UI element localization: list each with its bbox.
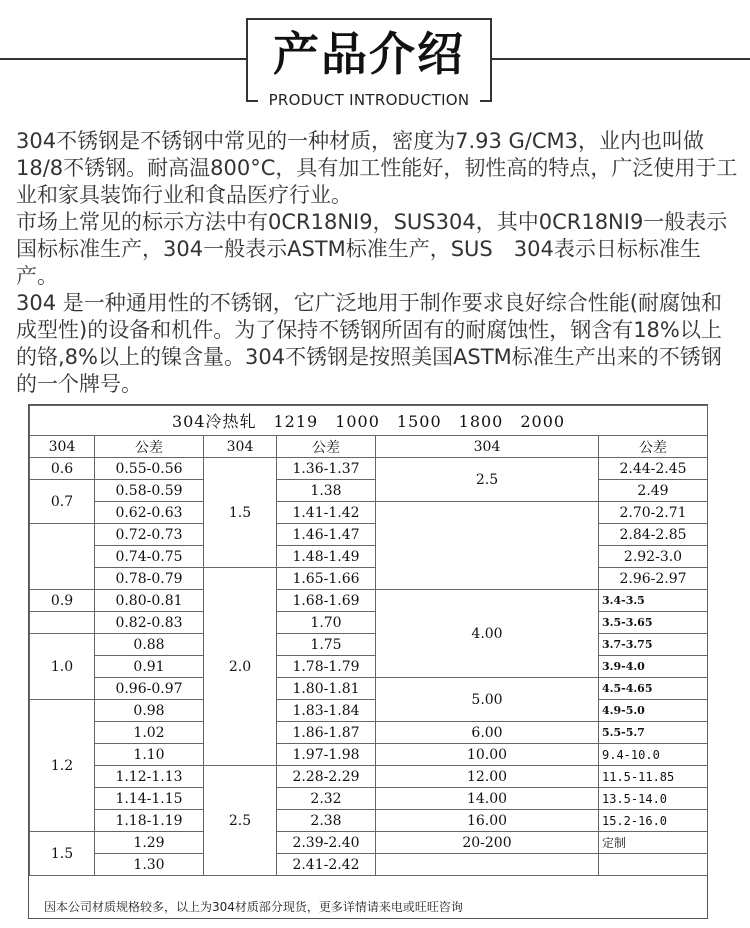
table-cell: 3.4-3.5 bbox=[599, 590, 708, 612]
table-cell: 2.70-2.71 bbox=[599, 502, 708, 524]
table-cell: 1.48-1.49 bbox=[277, 546, 376, 568]
header-frame-bottom-right bbox=[480, 100, 492, 102]
table-row bbox=[30, 656, 708, 678]
table-cell: 1.68-1.69 bbox=[277, 590, 376, 612]
table-cell: 3.7-3.75 bbox=[599, 634, 708, 656]
table-row bbox=[30, 524, 708, 546]
table-row bbox=[30, 568, 708, 590]
table-cell: 1.2 bbox=[30, 700, 95, 832]
table-cell: 1.65-1.66 bbox=[277, 568, 376, 590]
table-cell: 0.82-0.83 bbox=[95, 612, 204, 634]
table-cell: 1.5 bbox=[204, 458, 277, 568]
table-title: 304冷热轧 1219 1000 1500 1800 2000 bbox=[30, 406, 708, 436]
table-cell: 0.72-0.73 bbox=[95, 524, 204, 546]
table-cell: 10.00 bbox=[376, 744, 599, 766]
table-cell: 16.00 bbox=[376, 810, 599, 832]
table-row bbox=[30, 810, 708, 832]
table-cell: 2.5 bbox=[204, 766, 277, 876]
table-cell: 0.78-0.79 bbox=[95, 568, 204, 590]
table-cell: 0.9 bbox=[30, 590, 95, 612]
table-cell bbox=[376, 502, 599, 590]
table-cell: 2.44-2.45 bbox=[599, 458, 708, 480]
table-row bbox=[30, 854, 708, 876]
intro-paragraph-2: 市场上常见的标示方法中有0CR18NI9，SUS304，其中0CR18NI9一般表示国标标准生产，304一般表示ASTM标准生产，SUS 304表示日标标准生产。 bbox=[16, 210, 728, 288]
header-rule-left bbox=[0, 58, 246, 60]
table-row bbox=[30, 700, 708, 722]
table-row bbox=[30, 766, 708, 788]
table-cell: 0.62-0.63 bbox=[95, 502, 204, 524]
table-cell: 2.32 bbox=[277, 788, 376, 810]
table-cell: 1.29 bbox=[95, 832, 204, 854]
table-cell: 1.80-1.81 bbox=[277, 678, 376, 700]
table-cell: 0.7 bbox=[30, 480, 95, 524]
table-cell: 1.5 bbox=[30, 832, 95, 876]
table-cell: 11.5-11.85 bbox=[599, 766, 708, 788]
table-cell: 1.14-1.15 bbox=[95, 788, 204, 810]
table-cell: 1.86-1.87 bbox=[277, 722, 376, 744]
table-cell: 4.9-5.0 bbox=[599, 700, 708, 722]
table-cell: 15.2-16.0 bbox=[599, 810, 708, 832]
table-row bbox=[30, 590, 708, 612]
spec-table bbox=[29, 405, 708, 876]
table-row bbox=[30, 832, 708, 854]
table-cell: 0.6 bbox=[30, 458, 95, 480]
table-cell: 1.38 bbox=[277, 480, 376, 502]
table-cell bbox=[30, 612, 95, 634]
spec-table-frame bbox=[28, 404, 708, 919]
table-cell: 9.4-10.0 bbox=[599, 744, 708, 766]
header-frame-right bbox=[490, 18, 492, 102]
table-cell: 2.38 bbox=[277, 810, 376, 832]
intro-paragraph-1: 304不锈钢是不锈钢中常见的一种材质，密度为7.93 G/CM3，业内也叫做18/8不锈钢。耐高温800°C，具有加工性能好，韧性高的特点，广泛使用于工业和家具装饰行业和食品医疗行业。 bbox=[16, 129, 738, 207]
table-cell: 4.00 bbox=[376, 590, 599, 678]
table-cell: 5.5-5.7 bbox=[599, 722, 708, 744]
table-cell: 定制 bbox=[599, 832, 708, 854]
table-cell: 2.92-3.0 bbox=[599, 546, 708, 568]
table-cell bbox=[599, 854, 708, 876]
table-row bbox=[30, 722, 708, 744]
table-cell: 1.0 bbox=[30, 634, 95, 700]
table-cell bbox=[376, 854, 599, 876]
table-cell: 0.55-0.56 bbox=[95, 458, 204, 480]
table-cell: 0.91 bbox=[95, 656, 204, 678]
table-cell: 4.5-4.65 bbox=[599, 678, 708, 700]
table-header: 公差 bbox=[277, 436, 376, 458]
table-cell: 1.10 bbox=[95, 744, 204, 766]
intro-paragraph-3: 304 是一种通用性的不锈钢，它广泛地用于制作要求良好综合性能(耐腐蚀和成型性)的设备和机件。为了保持不锈钢所固有的耐腐蚀性，钢含有18%以上的铬,8%以上的镍含量。304不锈钢是按照美国ASTM标准生产出来的不锈钢的一个牌号。 bbox=[16, 291, 722, 396]
table-cell: 1.30 bbox=[95, 854, 204, 876]
table-cell: 2.41-2.42 bbox=[277, 854, 376, 876]
footer-note: 因本公司材质规格较多，以上为304材质部分现货，更多详情请来电或旺旺咨询 bbox=[44, 900, 463, 914]
table-cell: 13.5-14.0 bbox=[599, 788, 708, 810]
table-cell: 0.74-0.75 bbox=[95, 546, 204, 568]
table-cell bbox=[30, 524, 95, 590]
table-header-row bbox=[30, 436, 708, 458]
table-cell: 0.88 bbox=[95, 634, 204, 656]
table-cell: 2.28-2.29 bbox=[277, 766, 376, 788]
table-cell: 1.41-1.42 bbox=[277, 502, 376, 524]
table-cell: 1.36-1.37 bbox=[277, 458, 376, 480]
table-cell: 1.97-1.98 bbox=[277, 744, 376, 766]
table-header: 304 bbox=[204, 436, 277, 458]
table-cell: 1.46-1.47 bbox=[277, 524, 376, 546]
table-cell: 2.49 bbox=[599, 480, 708, 502]
table-header: 304 bbox=[376, 436, 599, 458]
table-cell: 2.84-2.85 bbox=[599, 524, 708, 546]
table-cell: 1.78-1.79 bbox=[277, 656, 376, 678]
table-row bbox=[30, 458, 708, 480]
table-cell: 12.00 bbox=[376, 766, 599, 788]
table-cell: 1.83-1.84 bbox=[277, 700, 376, 722]
table-cell: 14.00 bbox=[376, 788, 599, 810]
table-header: 公差 bbox=[599, 436, 708, 458]
table-cell: 2.96-2.97 bbox=[599, 568, 708, 590]
header-frame-bottom-left bbox=[246, 100, 258, 102]
table-row bbox=[30, 502, 708, 524]
table-cell: 1.18-1.19 bbox=[95, 810, 204, 832]
table-row bbox=[30, 788, 708, 810]
table-cell: 1.02 bbox=[95, 722, 204, 744]
page-title: 产品介绍 bbox=[273, 27, 465, 81]
page-subtitle: PRODUCT INTRODUCTION bbox=[258, 89, 480, 111]
table-cell: 1.75 bbox=[277, 634, 376, 656]
table-row bbox=[30, 744, 708, 766]
table-cell: 2.0 bbox=[204, 568, 277, 766]
table-cell: 1.70 bbox=[277, 612, 376, 634]
table-cell: 5.00 bbox=[376, 678, 599, 722]
table-cell: 0.80-0.81 bbox=[95, 590, 204, 612]
table-cell: 0.98 bbox=[95, 700, 204, 722]
table-cell: 0.58-0.59 bbox=[95, 480, 204, 502]
intro-text bbox=[16, 128, 740, 398]
table-row bbox=[30, 480, 708, 502]
table-header: 304 bbox=[30, 436, 95, 458]
table-row bbox=[30, 546, 708, 568]
table-title-row bbox=[30, 406, 708, 436]
table-cell: 2.39-2.40 bbox=[277, 832, 376, 854]
header-rule-right bbox=[492, 58, 750, 60]
table-row bbox=[30, 612, 708, 634]
table-cell: 2.5 bbox=[376, 458, 599, 502]
table-cell: 1.12-1.13 bbox=[95, 766, 204, 788]
header-frame-top bbox=[246, 18, 492, 20]
table-row bbox=[30, 678, 708, 700]
table-header: 公差 bbox=[95, 436, 204, 458]
table-cell: 0.96-0.97 bbox=[95, 678, 204, 700]
table-cell: 3.9-4.0 bbox=[599, 656, 708, 678]
table-cell: 3.5-3.65 bbox=[599, 612, 708, 634]
table-cell: 20-200 bbox=[376, 832, 599, 854]
table-cell: 6.00 bbox=[376, 722, 599, 744]
table-row bbox=[30, 634, 708, 656]
